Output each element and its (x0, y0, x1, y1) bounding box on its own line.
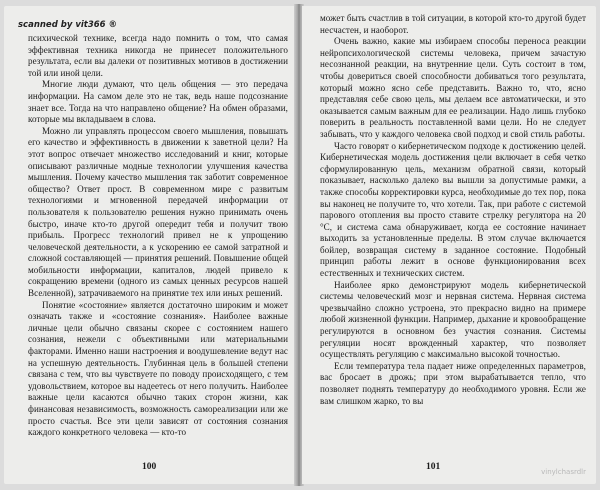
page-number-left: 100 (142, 462, 157, 472)
scan-watermark: scanned by vit366 ® (18, 20, 118, 30)
page-number-right: 101 (426, 462, 441, 472)
corner-stamp: vinylchasrdlr (541, 468, 586, 476)
paragraph: Если температура тела падает ниже определенных параметров, вас бросает в дрожь; при этом вырабатывается тепло, что позволяет поднять температуру до необходимого уровня. Если же вам слишком жарко, то вы (320, 360, 586, 406)
paragraph: Очень важно, какие мы избираем способы переноса реакции нейропсихологической системы человека, причем зачастую несознанной реакции, на внутренние цели. Суть состоит в том, чтобы довериться своей способности добиваться того результата, который можно ясно себе представить. Важно то, что, ясно представляя себе свою цель, мы делаем все автоматически, и это оказывается самым важным для ее реализации. Надо лишь глубоко поверить в реальность поставленной вами цели. Но не следует забывать, что у каждого человека свой подход и свой стиль работы. (320, 36, 586, 139)
right-page (302, 6, 596, 484)
paragraph: Наиболее ярко демонстрируют модель кибернетической системы человеческий мозг и нервная система. Нервная система чрезвычайно сложно устроена, это прекрасно видно на примере любой жизненной функции. Например, дыхание и кровообращение регулируются в основном без участия сознания. Системы регуляции носят врожденный характер, что позволяет осуществлять регуляцию с максимально высокой точностью. (320, 279, 586, 360)
right-page-text (320, 13, 586, 407)
paragraph: Можно ли управлять процессом своего мышления, повышать его качество и эффективность в движении к заветной цели? На этот вопрос отвечает множество исследований и книг, которые описывают различные модные технологии улучшения качества мышления. Почему качество мышления так заботит современное общество? Ответ прост. В современном мире с развитым технологиями и мгновенной передачей информации от пользователя к пользователю решения нужно принимать очень быстро, иначе кто-то другой опередит тебя и получит твою прибыль. Прогресс технологий привел не к упрощению человеческой деятельности, а к ускорению ее самой затратной и сложной составляющей — принятия решений. Повышение общей мобильности информации, капиталов, людей привело к сокращению времени (одного из самых ценных ресурсов нашей Вселенной), затрачиваемого на принятие тех или иных решений. (28, 125, 288, 299)
paragraph: может быть счастлив в той ситуации, в которой кто-то другой будет несчастен, и наоборот. (320, 13, 586, 35)
paragraph: Многие люди думают, что цель общения — это передача информации. На самом деле это не так, ведь наше подсознание знает все. Тогда на что направлено общение? На обмен образами, которые мы вкладываем в слова. (28, 79, 288, 125)
paragraph: Понятие «состояние» является достаточно широким и может означать также и «состояние сознания». Наиболее важные личные цели обычно связаны скорее с состоянием нашего сознания, нежели с объективными или материальными факторами. Именно наши настроения и воодушевление ведут нас на успешную деятельность. Глубинная цель в большей степени связана с тем, что вы чувствуете по поводу происходящего, с тем удовольствием, которое вы надеетесь от него получить. Наиболее важные цели касаются обычно таких сторон жизни, как финансовая независимость, возможность самореализации или же просто счастья. Все эти цели зависят от состояния сознания каждого конкретного человека — кто-то (28, 299, 288, 438)
left-page (4, 6, 296, 484)
left-page-text (28, 33, 288, 439)
paragraph: Часто говорят о кибернетическом подходе к достижению целей. Кибернетическая модель достижения цели включает в себя четко сформулированную цель, механизм обратной связи, который показывает, насколько далеко вы вышли за допустимые рамки, а также способы корректировки курса, необходимые до тех пор, пока вы наконец не получите то, что хотели. Так, при работе с системой парового отопления вы просто ставите стрелку регулятора на 20 °С, и система сама обнаруживает, когда ее состояние начинает выходить за установленные пределы. В этом случае включается бойлер, возвращая систему в заданное состояние. Подобный принцип работы лежит в основе функционирования всех естественных и технических систем. (320, 140, 586, 279)
paragraph: психической технике, всегда надо помнить о том, что самая эффективная техника никогда не принесет положительного результата, если вы далеки от позитивных мотивов в достижении той или иной цели. (28, 33, 288, 78)
